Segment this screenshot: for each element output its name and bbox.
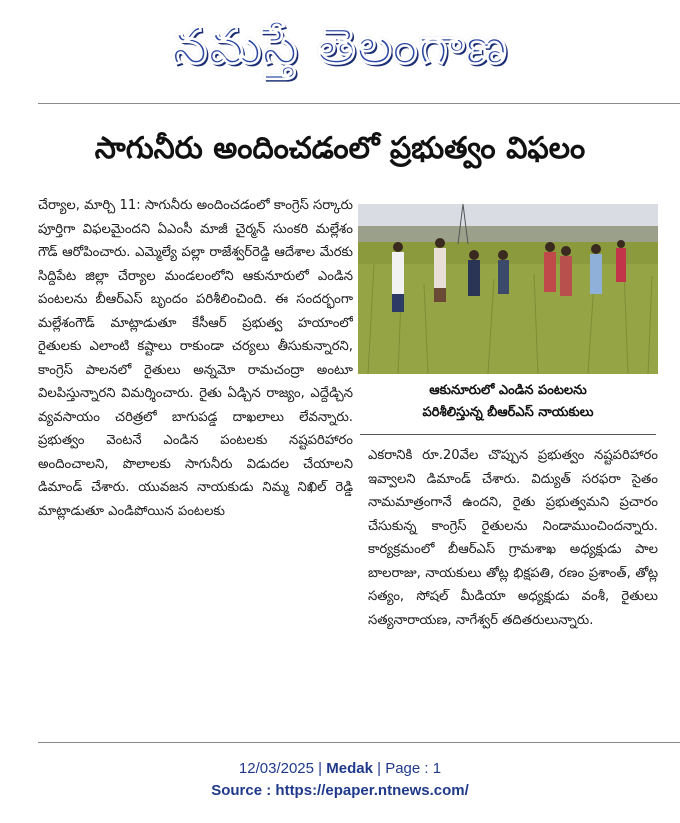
masthead	[0, 6, 680, 86]
farmers-in-field-photo	[358, 204, 658, 374]
footer-date: 12/03/2025	[238, 760, 314, 777]
caption-divider	[360, 434, 656, 435]
newspaper-title: నమస్తే తెలంగాణ	[172, 17, 508, 75]
masthead-divider	[38, 103, 680, 104]
footer-divider	[38, 742, 680, 743]
article-body-left-column: చేర్యాల, మార్చి 11: సాగునీరు అందించడంలో కాంగ్రెస్ సర్కారు పూర్తిగా విఫలమైందని ఏఎంసీ మాజీ చైర్మన్ సుంకరి మల్లేశం గౌడ్ ఆరోపించారు. ఎమ్మెల్యే పల్లా రాజేశ్వర్‌రెడ్డి ఆదేశాల మేరకు సిద్దిపేట జిల్లా చేర్యాల మండలంలోని ఆకునూరులో ఎండిన పంటలను బీఆర్‌ఎస్ బృందం పరిశీలించింది. ఈ సందర్భంగా మల్లేశంగౌడ్ మాట్లాడుతూ కేసీఆర్ ప్రభుత్వ హయాంలో రైతులకు ఎలాంటి కష్టాలు రాకుండా చర్యలు తీసుకున్నారని, కాంగ్రెస్ పాలనలో రైతులు అన్నమో రామచంద్రా అంటూ విలపిస్తున్నారని విమర్శించారు. రైతు ఏడ్చిన రాజ్యం, ఎద్దేడ్చిన వ్యవసాయం చరిత్రలో బాగుపడ్డ దాఖలాలు లేవన్నారు. ప్రభుత్వం వెంటనే ఎండిన పంటలకు నష్టపరిహారం అందించాలని, పొలాలకు సాగునీరు విడుదల చేయాలని డిమాండ్ చేశారు. యువజన నాయకుడు నిమ్మ నిఖిల్ రెడ్డి మాట్లాడుతూ ఎండిపోయిన పంటలకు	[38, 198, 353, 519]
footer	[0, 758, 680, 802]
photo-caption-line-2: పరిశీలిస్తున్న బీఆర్‌ఎస్ నాయకులు	[422, 405, 594, 420]
footer-edition: Medak	[326, 760, 373, 777]
article-photo	[358, 204, 658, 374]
footer-page: Page : 1	[385, 760, 442, 777]
article-body-right-column: ఎకరానికి రూ.20వేల చొప్పున ప్రభుత్వం నష్టపరిహారం ఇవ్వాలని డిమాండ్ చేశారు. విద్యుత్ సరఫరా సైతం నామమాత్రంగానే ఉందని, రైతు ప్రభుత్వమని ప్రచారం చేసుకున్న కాంగ్రెస్ రైతులను నిండాముంచిందన్నారు. కార్యక్రమంలో బీఆర్‌ఎస్ గ్రామశాఖ అధ్యక్షుడు పాల బాలరాజు, నాయకులు తోట్ల భిక్షపతి, రణం ప్రశాంత్, తోట్ల సత్యం, సోషల్ మీడియా అధ్యక్షుడు వంశీ, రైతులు సత్యనారాయణ, నాగేశ్వర్ తదితరులున్నారు.	[368, 448, 658, 628]
photo-caption-line-1: ఆకునూరులో ఎండిన పంటలను	[429, 383, 587, 398]
photo-caption	[358, 380, 658, 424]
footer-publication-line: 12/03/2025 | Medak | Page : 1	[238, 760, 442, 777]
footer-source-line	[0, 780, 680, 802]
article-headline: సాగునీరు అందించడంలో ప్రభుత్వం విఫలం	[94, 131, 586, 166]
footer-source-label: Source :	[211, 782, 272, 799]
footer-source-url[interactable]: https://epaper.ntnews.com/	[275, 782, 469, 799]
